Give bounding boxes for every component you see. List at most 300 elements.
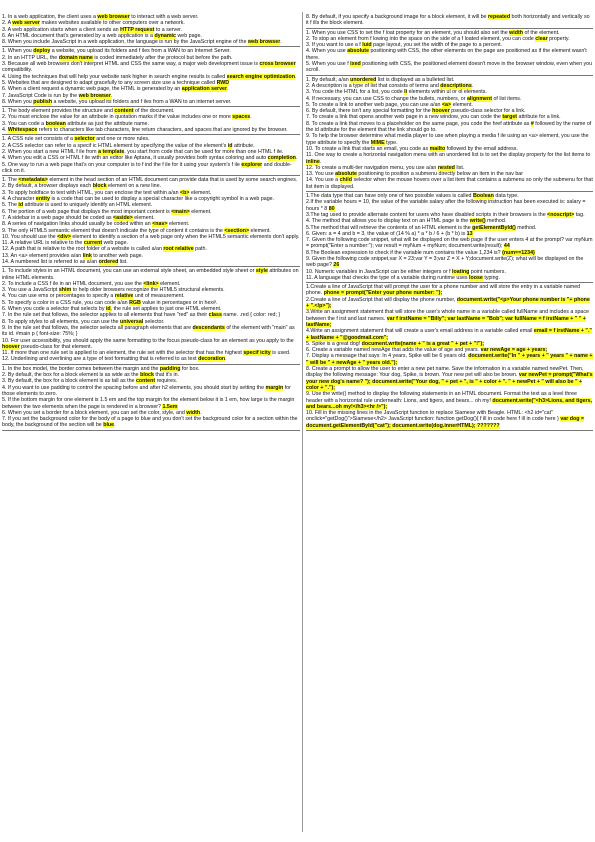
question-text: typing. — [482, 274, 500, 281]
question-text: . — [227, 86, 229, 93]
highlighted-answer: shim — [58, 287, 72, 294]
question-text: 1.The data type that can have only one of two possible values is called — [306, 193, 473, 200]
question-text: 4. You can use ems or percentages to specify a — [2, 293, 115, 300]
question-text: 12. Underlining and overlining are a type of text formatting that is referred to as text — [2, 356, 199, 363]
highlighted-answer: write() — [469, 218, 486, 225]
question-text: 6. Given: a = 4 and b = 3, the value of (14 % a) * a * b / 6 + (b * b) is — [306, 230, 467, 237]
question-text: type. — [384, 139, 398, 146]
question-text: pseudo-class selector for a link. — [449, 108, 526, 115]
highlighted-answer: <link> — [143, 280, 159, 287]
question-section — [2, 177, 300, 267]
question-text: 11. A language that checks the type of a variable during runtime uses — [306, 274, 470, 281]
highlighted-answer: document.write("<p>Your phone number is "+ phone + ".</p>"); — [306, 296, 590, 310]
question-text: 1. A CSS rule set consists of a — [2, 136, 75, 143]
question-text: property. — [547, 35, 570, 42]
question-text: 3. Because all web browsers don't interpret HTML and CSS the same way, a major web development issue is — [2, 61, 260, 68]
highlighted-answer: width — [186, 409, 201, 416]
question-text: followed by the name of the id attribute for the element that the link should go to. — [306, 120, 592, 134]
highlighted-answer: (num==1234) — [502, 249, 535, 256]
question-text: element on a new line. — [106, 183, 162, 190]
question-text: 6. When a client request a dynamic web page, the HTML is generated by an — [2, 86, 182, 93]
highlighted-answer: block — [92, 183, 107, 190]
highlighted-answer: email = f irstName + "." + lastName + "@goodmail.com"; — [306, 328, 592, 341]
highlighted-answer: hoover — [432, 108, 450, 115]
question-item — [306, 284, 593, 297]
question-text: 1. The body element provides the structure and — [2, 108, 115, 115]
question-text: is used. — [270, 350, 291, 357]
question-text: 2. To stop an element from f lowing into the space on the side of a f loated element, you can code — [306, 35, 536, 42]
highlighted-answer: nested — [437, 164, 455, 171]
highlighted-answer: explorer — [241, 161, 263, 168]
question-text: of list items. — [491, 95, 522, 102]
question-text: 13. You use — [306, 171, 336, 178]
highlighted-answer: var newAge = age + years; — [480, 347, 548, 354]
highlighted-answer: absolute — [347, 48, 370, 55]
question-item — [2, 162, 300, 175]
question-item — [306, 133, 593, 146]
highlighted-answer: unordered — [350, 76, 377, 83]
highlighted-answer: document.write("<h3>Lions, and tigers, and bears...oh my!</h3><hr />"); — [306, 397, 593, 410]
highlighted-answer: <noscript> — [547, 211, 575, 218]
highlighted-answer: <nav> — [152, 221, 168, 228]
question-text: refers to characters like tab characters, line return characters, and spaces that are ignored by the browser. — [37, 127, 288, 134]
highlighted-answer: 13 — [466, 230, 473, 237]
question-text: web page. — [102, 240, 129, 247]
question-section — [306, 14, 593, 29]
question-text: 3. By default, the box for a block element is as tall as the — [2, 378, 136, 385]
highlighted-answer: document.write(name + " is a great " + pet + "!"); — [361, 340, 484, 347]
highlighted-answer: Whitespace — [7, 127, 38, 134]
question-text: 4. The method that allows you to display text on an HTML page is the — [306, 218, 470, 225]
highlighted-answer: var f irstName = "Billy"; var lastName = "Bob"; var fullName = f irstName + " " + lastName; — [306, 315, 586, 328]
question-text: 7. If you set the background color for the body of a page to blue and you don't set the background color for a section within the body, the background of the section will be — [2, 416, 298, 429]
question-text: a website, you upload its folders and f iles from a WAN to an internet server. — [52, 98, 232, 105]
highlighted-answer: 44 — [503, 243, 510, 250]
question-text: element. — [189, 208, 212, 215]
highlighted-answer: selector — [74, 136, 95, 143]
highlighted-answer: absolute — [335, 171, 357, 178]
question-text: 8. Create a prompt to allow the user to enter a new pet name. Save the information in a variable named newPet. Then, display the following message: Your dog, Spike, is brown. Your new pet will also be brown. — [306, 366, 584, 379]
highlighted-answer: MIME — [370, 139, 385, 146]
question-text: 7. Given the following code snippet, what will be displayed on the web page if the user enters 4 at the prompt? var myNum = prompt("Enter a number:"); var result = myNum + myNum; document.write(result); — [306, 237, 593, 250]
question-text: 3. You use a JavaScript — [2, 287, 59, 294]
question-text: 6. By default, there isn't any special formatting for the — [306, 108, 433, 115]
question-text: 2. By default, the box for a block element is as wide as the — [2, 372, 141, 379]
question-item — [306, 297, 593, 310]
question-text: page layout, you set the width of the page to a percent. — [371, 42, 503, 49]
question-text: to another web page. — [91, 252, 144, 259]
highlighted-answer: web server — [12, 20, 40, 27]
question-text: 5. One way to run a web page that's on your computer is to f ind the f ile for it using your system's f ile — [2, 161, 242, 168]
question-text: 5. When you use f — [306, 61, 351, 68]
highlighted-answer: inline — [306, 158, 320, 165]
highlighted-answer: current — [83, 240, 103, 247]
question-text: 4. When you use — [306, 48, 348, 55]
question-text: attribute. — [232, 142, 255, 149]
highlighted-answer: # — [530, 120, 534, 127]
highlighted-answer: publish — [33, 98, 53, 105]
question-text: of the element with "main" as its id. #main p { font-size: 75%; } — [2, 324, 295, 338]
question-text: 9. Given the following code snippet,var X = 23;var Y = 3;var Z = X + Y;document.write(Z); what will be displayed on the web page? — [306, 255, 584, 269]
highlighted-answer: 80 — [328, 205, 335, 212]
highlighted-answer: entity — [35, 196, 51, 203]
question-text: 1. To include styles in an HTML document, you can use an external style sheet, an embedded style sheet or — [2, 268, 256, 275]
highlighted-answer: domain name — [58, 54, 93, 61]
highlighted-answer: ordered — [98, 258, 119, 265]
question-item — [2, 127, 300, 133]
highlighted-answer: target — [502, 114, 518, 121]
question-text: that it's in. — [153, 372, 180, 379]
highlighted-answer: loose — [469, 274, 483, 281]
highlighted-answer: <b> — [180, 189, 190, 196]
question-text: positioning with CSS, the other elements on the page are positioned as if the element wasn't there. — [306, 48, 587, 61]
question-item — [306, 275, 593, 281]
question-item — [306, 199, 593, 212]
question-text: and double-click on it. — [2, 161, 292, 174]
question-text: is a code that can be used to display a special character like a copyright symbol in a web page. — [50, 196, 275, 203]
question-text: to interact with a web server. — [129, 14, 199, 20]
question-section — [2, 48, 300, 107]
highlighted-answer: class — [208, 312, 222, 319]
highlighted-answer: RGB — [129, 299, 141, 306]
question-text: selector. — [143, 318, 165, 325]
question-item — [2, 356, 300, 362]
question-text: 3. If you want to use a f — [306, 42, 363, 49]
highlighted-answer: 1.5em — [162, 403, 178, 410]
question-text: to a server. — [154, 26, 183, 33]
question-text: 5.The method that will retrieve the contents of an HTML element is the — [306, 224, 473, 231]
question-text: , you start from code that can be used for more than one HTML f ile. — [124, 148, 284, 155]
question-text: 3. A web application starts when a client sends an — [2, 26, 121, 33]
highlighted-answer: web browser — [247, 39, 281, 46]
question-item — [306, 121, 593, 134]
highlighted-answer: luid — [362, 42, 372, 49]
highlighted-answer: application server — [181, 86, 228, 93]
question-text: elements within ul or ol elements. — [407, 89, 487, 96]
highlighted-answer: <main> — [171, 208, 190, 215]
question-section — [2, 108, 300, 135]
question-text: data type. — [493, 193, 519, 200]
question-text: 7. Display a message that says: In 4 years, Spike will be 6 years old. — [306, 353, 469, 360]
question-item — [306, 61, 593, 74]
highlighted-answer: width — [509, 29, 523, 36]
right-column — [306, 14, 593, 432]
question-section — [2, 136, 300, 176]
highlighted-answer: RWD — [216, 79, 230, 86]
question-text: 2. To include a CSS f ile in an HTML document, you use the — [2, 280, 144, 287]
question-item — [2, 61, 300, 74]
highlighted-answer: margin — [265, 384, 284, 391]
question-text: element. — [189, 189, 212, 196]
question-text: 4. When you edit a CSS or HTML f ile with an editor like Aptana, it usually provides both syntax coloring and auto — [2, 155, 268, 162]
question-text: element. — [167, 221, 190, 228]
highlighted-answer: hoover — [2, 343, 20, 350]
question-text: 1.Create a line of JavaScript that will prompt the user for a phone number and will store the entry in a variable named phone. — [306, 284, 581, 297]
question-text: 2. You must enclose the value for an attribute in quotation marks if the value includes one or more — [2, 114, 233, 121]
column-divider — [302, 12, 303, 832]
question-text: to help older browsers recognize the HTML5 structural elements. — [71, 287, 225, 294]
question-text: 10. To create a link that starts an email, you code as — [306, 145, 430, 152]
highlighted-answer: <section> — [224, 227, 250, 234]
question-text: tag. — [574, 211, 585, 218]
question-text: . — [471, 82, 474, 89]
question-item — [2, 268, 300, 281]
question-text: 2.If the variable hours = 10, the value of the variable salary after the following instruction has been executed is: salary = hours * 8 — [306, 199, 586, 212]
question-text: 3. You can code a — [2, 120, 46, 127]
question-text: 2. When you start a new HTML f ile from — [2, 148, 99, 155]
highlighted-answer: web browser — [78, 92, 111, 99]
question-text: method. — [515, 224, 537, 231]
question-item — [306, 237, 593, 250]
question-text: list. — [454, 164, 465, 171]
question-text: of the element. — [523, 29, 560, 36]
question-item — [306, 366, 593, 391]
question-text: attribute as just the attribute name. — [65, 120, 149, 127]
question-text: 4. A character — [2, 196, 36, 203]
question-text: path. — [193, 246, 207, 253]
question-text: 6. Create a variable named newAge that adds the value of age and years. — [306, 347, 481, 354]
highlighted-answer: repeated — [487, 14, 511, 20]
question-text: 4. — [2, 127, 8, 134]
highlighted-answer: search engine optimization — [226, 73, 295, 80]
question-text: 5. Websites that are designed to adapt gracefully to any screen size use a technique called — [2, 79, 217, 86]
highlighted-answer: padding — [159, 365, 181, 372]
question-text: attribute is used to uniquely identify an HTML element. — [23, 202, 153, 209]
question-text: attributes on inline HTML elements. — [2, 268, 299, 281]
question-text: attribute for a link. — [517, 114, 561, 121]
question-text: 7. JavaScript Code is run by the — [2, 92, 79, 99]
highlighted-answer: clear — [535, 35, 548, 42]
question-text: 8. To create a link that moves to a placeholder on the same page, you code the href attribute as — [306, 120, 531, 127]
question-text: 12. A path that is relative to the root folder of a website is called a/an — [2, 246, 164, 253]
highlighted-answer: content — [114, 108, 134, 115]
question-text: unit of measurement. — [133, 293, 185, 300]
question-section — [306, 284, 593, 431]
question-text: 2.Create a line of JavaScript that will display the phone number, — [306, 296, 457, 303]
question-text: compatibility. — [2, 67, 33, 74]
highlighted-answer: loating — [452, 268, 470, 275]
question-item — [2, 99, 300, 105]
question-text: 9. To help the browser determine what media player to use when playing a media f ile using an <a> element, you use the type attribute to specify the — [306, 133, 589, 146]
question-section — [306, 193, 593, 283]
question-item — [306, 309, 593, 328]
question-text: 5. Spike is a great dog! — [306, 340, 362, 347]
question-text: 13. An <a> element provides a/an — [2, 252, 83, 259]
question-text: name. .red { color: red; } — [221, 312, 281, 319]
highlighted-answer: style — [255, 268, 268, 275]
highlighted-answer: spaces — [232, 114, 251, 121]
question-item — [306, 152, 593, 165]
question-section — [306, 77, 593, 192]
question-text: 6. When you set a border for a block element, you can set the color, style, and — [2, 409, 187, 416]
question-text: 1. When you use CSS to set the f loat property for an element, you should also set the — [306, 29, 510, 36]
question-text: positioning to position a submenu directly below an item in the nav bar — [356, 171, 524, 178]
highlighted-answer: var newPet = prompt("What's your new dog's name? "); document.write("Your dog, " + pet + ", is " + color + ". " + newPet + " will also be " + color + "."); — [306, 372, 593, 391]
question-item — [306, 177, 593, 190]
question-text: 6. The portion of a web page that displays the most important content is — [2, 208, 172, 215]
highlighted-answer: dynamic — [154, 32, 176, 39]
highlighted-answer: <metadata> — [18, 177, 48, 184]
question-item — [306, 391, 593, 410]
question-text: . — [200, 409, 202, 416]
question-text: is coded immediately after the protocol but before the path. — [92, 54, 233, 61]
question-text: 8. By default, if you specify a background image for a block element, it will be — [306, 14, 488, 20]
highlighted-answer: universal — [119, 318, 144, 325]
question-text: selector when the mouse hovers over a list item that contains a submenu so only the submenu for that list item is displayed. — [306, 177, 593, 190]
highlighted-answer: getElementById() — [472, 224, 516, 231]
question-text: 10. Numeric variables in JavaScript can be either integers or f — [306, 268, 453, 275]
question-text: 1. When you — [2, 48, 34, 55]
question-item — [2, 338, 300, 351]
highlighted-answer: block — [140, 372, 154, 379]
question-text: 5. If the bottom margin for one element is 1.5 em and the top margin for the element below it is 1 em, how large is the margin between the two elements when the page is rendered in a browser? — [2, 397, 295, 410]
question-text: 8.The Boolean expression to check if the variable num contains the value 1,234 is? — [306, 249, 503, 256]
question-text: 11. One way to create a horizontal navigation menu with an unordered list is to set the display property for the list items to — [306, 152, 591, 159]
question-text: 2. By default, a browser displays each — [2, 183, 93, 190]
question-text: element. — [158, 280, 181, 287]
question-item — [2, 325, 300, 338]
question-text: and one or more rules. — [94, 136, 150, 143]
question-text: 4.Write an assignment statement that will create a user's email address in a variable called email — [306, 328, 534, 335]
question-text: 7. To create a link that opens another web page in a new window, you can code the — [306, 114, 503, 121]
question-text: , the rule set applies to just one HTML element. — [110, 306, 222, 313]
highlighted-answer: 26 — [333, 262, 340, 269]
question-text: 3.The tag used to provide alternate content for users who have disabled scripts in their browsers is the — [306, 211, 548, 218]
question-text: element. — [451, 101, 473, 108]
question-text: 1. In a web application, the client uses a — [2, 14, 98, 20]
question-text: 1. By default, a/an — [306, 76, 351, 83]
question-text: list. — [118, 258, 128, 265]
question-text: list is displayed as a bulleted list. — [376, 76, 455, 83]
question-text: 10. Fill in the missing lines in the JavaScript function to replace Siamese with Beagle. HTML: <h2 id="cat" onclick="getDog()">Siamese</h2> JavaScript function: function getDog(){ f ill in code here f ill in code here } — [306, 410, 561, 423]
question-text: . — [319, 158, 322, 165]
highlighted-answer: HTTP request — [120, 26, 155, 33]
question-section — [306, 30, 593, 76]
question-text: . — [225, 356, 227, 363]
highlighted-answer: Boolean — [472, 193, 494, 200]
highlighted-answer: phone = prompt("Enter your phone number: "); — [323, 290, 443, 297]
question-text: 4. Using the techniques that will help your website rank higher in search engine results is called — [2, 73, 227, 80]
question-item — [306, 328, 593, 341]
question-text: 2. A CSS selector can refer to a specif ic HTML element by specifying the value of the element's — [2, 142, 228, 149]
question-text: 8. A series of navigation links should usually be coded within an — [2, 221, 153, 228]
highlighted-answer: id — [105, 306, 111, 313]
highlighted-answer: boolean — [45, 120, 66, 127]
question-item — [2, 416, 300, 429]
question-text: value in percentages or in hex#. — [140, 299, 218, 306]
question-text: method. — [485, 218, 507, 225]
highlighted-answer: document.write("In " + years + " years " + name + " will be " + newAge + " years old."); — [306, 353, 593, 366]
highlighted-answer: completion — [267, 155, 296, 162]
question-text: 4. If you want to use padding to control the spacing before and after h2 elements, you should start by setting the — [2, 384, 266, 391]
question-text: followed by the email address. — [445, 145, 518, 152]
highlighted-answer: content — [135, 378, 156, 385]
question-text: for those elements to zero. — [2, 384, 291, 397]
highlighted-answer: <aside> — [113, 214, 133, 221]
highlighted-answer: ixed — [350, 61, 361, 68]
question-item — [306, 14, 593, 27]
question-item — [306, 256, 593, 269]
question-item — [2, 39, 300, 45]
question-text: . — [110, 92, 113, 99]
highlighted-answer: specif icity — [243, 350, 271, 357]
question-text: . — [280, 39, 282, 46]
question-text: of the document. — [133, 108, 175, 115]
question-text: 8. When you — [2, 98, 34, 105]
question-text: 7. In the rule set that follows, the selector applies to all elements that have "red" as their — [2, 312, 209, 319]
question-text: point numbers. — [469, 268, 506, 275]
question-section — [2, 14, 300, 47]
question-text: 5. To create a link to another web page, you can use a/an — [306, 101, 442, 108]
question-text: 12. To create a multi-tier navigation menu, you use a/an — [306, 164, 438, 171]
highlighted-answer: cross browser — [259, 61, 296, 68]
question-text: . — [114, 422, 116, 429]
question-text: element. — [132, 214, 155, 221]
highlighted-answer: id — [227, 142, 233, 149]
question-text: 6. An HTML document that's generated by a web application is a — [2, 32, 155, 39]
question-text: 14. A numbered list is referred to as a/an — [2, 258, 99, 265]
question-text: element to identify a section of a web page only when the HTML5 semantic elements don't apply. — [70, 233, 300, 240]
left-column — [2, 14, 300, 432]
question-text: pseudo-class for that element. — [19, 343, 93, 350]
question-text: 4. If necessary, you can use CSS to change the bullets, numbers, or — [306, 95, 467, 102]
question-text: 1. The — [2, 177, 19, 184]
highlighted-answer: relative — [114, 293, 134, 300]
question-text: 9. Use the write() method to display the following statements in an HTML document. Format the text as a level three header with a horizontal rule underneath: Lions, and tigers, and bears... oh my! — [306, 391, 577, 404]
highlighted-answer: deploy — [33, 48, 51, 55]
question-item — [306, 48, 593, 61]
question-text: 10. You should use the — [2, 233, 58, 240]
highlighted-answer: a template — [98, 148, 125, 155]
question-text: 1. In the box model, the border comes between the margin and the — [2, 365, 160, 372]
question-text: 3.Write an assignment statement that will store the user's whole name in a variable called fullName and includes a space between the f irst and last names. — [306, 309, 589, 322]
question-text: . — [250, 114, 252, 121]
question-text: makes websites available to other computers over a network. — [40, 20, 185, 27]
question-text: 9. The only HTML5 semantic element that doesn't indicate the type of content it contains is the — [2, 227, 225, 234]
question-text: 3. To apply boldface to text with HTML, you can enclose the text within a/an — [2, 189, 181, 196]
highlighted-answer: decoration — [198, 356, 226, 363]
highlighted-answer: mailto — [429, 145, 446, 152]
question-item — [306, 353, 593, 366]
question-item — [2, 385, 300, 398]
highlighted-answer: root relative — [163, 246, 194, 253]
question-text: 8. When you include JavaScript in a web application, the language is run by the JavaScript engine of the — [2, 39, 248, 46]
highlighted-answer: link — [82, 252, 92, 259]
question-text: 8. To apply styles to all elements, you can use the — [2, 318, 120, 325]
question-text: 9. In the rule set that follows, the selector selects all paragraph elements that are — [2, 324, 193, 331]
highlighted-answer: <div> — [57, 233, 71, 240]
question-text: a website, you upload its folders and f iles from a WAN to an Internet Server. — [50, 48, 231, 55]
question-text: for box. — [180, 365, 200, 372]
question-text: 10. For user accessibility, you should apply the same formatting to the focus pseudo-class for an element as you apply to the — [2, 337, 294, 344]
highlighted-answer: descriptions — [440, 82, 472, 89]
question-text: element in the head section of an HTML document can provide data that is used by some search engines. — [47, 177, 298, 184]
question-section — [2, 268, 300, 364]
question-text: 2. A description is a type of list that consists of terms and — [306, 82, 441, 89]
question-text: web page. — [175, 32, 202, 39]
question-text: 2. A — [2, 20, 13, 27]
question-text: . — [295, 155, 298, 162]
highlighted-answer: var dog = document.getElementById("cat"); document.write(dog.innerHTML); ??????? — [306, 416, 585, 429]
question-text: 6. When you code a selector that selects by — [2, 306, 106, 313]
question-text: 11. If more than one rule set is applied to an element, the rule set with the selector that has the highest — [2, 350, 244, 357]
question-text: requires. — [155, 378, 178, 385]
question-text: 5. To specify a color in a CSS rule, you can code a/an — [2, 299, 130, 306]
highlighted-answer: descendants — [192, 324, 225, 331]
highlighted-answer: child — [339, 177, 352, 184]
question-text: 14. You use a — [306, 177, 340, 184]
question-text: element. — [249, 227, 271, 234]
